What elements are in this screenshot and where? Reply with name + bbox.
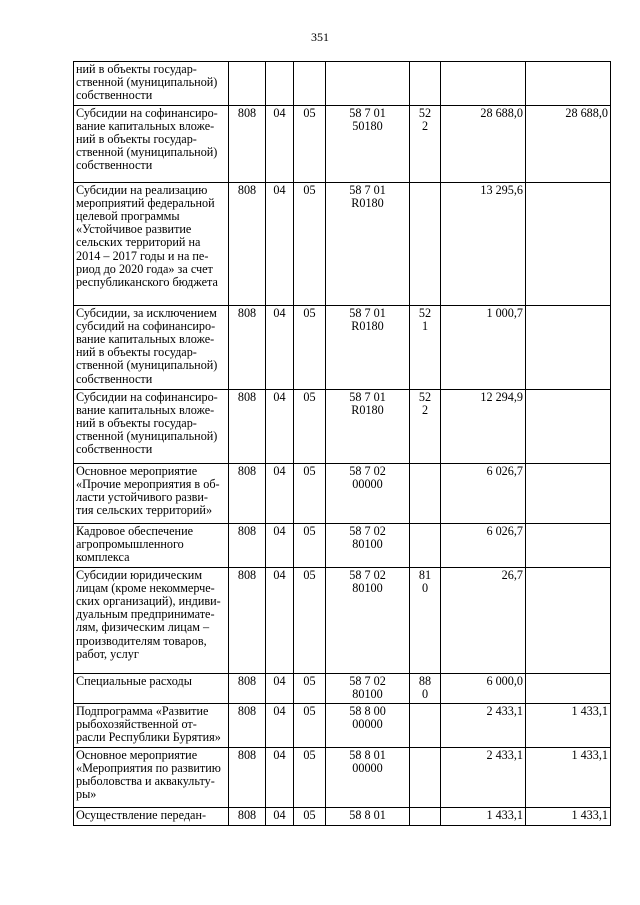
cell-subsection-code: 05 (294, 523, 326, 567)
cell-amount-1: 13 295,6 (441, 182, 526, 305)
cell-section-code: 04 (266, 673, 294, 703)
table-row (74, 523, 611, 567)
cell-target-article (326, 62, 410, 106)
cell-ministry-code: 808 (229, 305, 266, 389)
cell-amount-2: 28 688,0 (526, 105, 611, 182)
cell-amount-2 (526, 673, 611, 703)
cell-target-article: 58 7 01 R0180 (326, 305, 410, 389)
cell-subsection-code: 05 (294, 182, 326, 305)
cell-amount-2: 1 433,1 (526, 807, 611, 825)
cell-name: Субсидии, за исключением субсидий на софинансиро- вание капитальных вложе- ний в объекты государ- ственной (муниципальной) собственности (74, 305, 229, 389)
cell-expense-type: 88 0 (410, 673, 441, 703)
cell-target-article: 58 7 01 R0180 (326, 389, 410, 463)
cell-ministry-code: 808 (229, 747, 266, 807)
cell-amount-2 (526, 389, 611, 463)
cell-amount-1 (441, 62, 526, 106)
cell-expense-type: 52 1 (410, 305, 441, 389)
cell-section-code: 04 (266, 463, 294, 523)
table-row (74, 62, 611, 106)
cell-amount-1: 26,7 (441, 567, 526, 673)
cell-section-code: 04 (266, 807, 294, 825)
cell-section-code: 04 (266, 567, 294, 673)
cell-section-code: 04 (266, 523, 294, 567)
cell-amount-2 (526, 567, 611, 673)
cell-expense-type: 52 2 (410, 105, 441, 182)
cell-amount-2 (526, 463, 611, 523)
cell-subsection-code: 05 (294, 389, 326, 463)
cell-amount-1: 1 433,1 (441, 807, 526, 825)
cell-name: Основное мероприятие «Прочие мероприятия в об- ласти устойчивого разви- тия сельских территорий» (74, 463, 229, 523)
cell-section-code: 04 (266, 305, 294, 389)
cell-expense-type (410, 807, 441, 825)
cell-subsection-code: 05 (294, 807, 326, 825)
cell-amount-2 (526, 523, 611, 567)
cell-amount-2: 1 433,1 (526, 747, 611, 807)
cell-target-article: 58 8 01 (326, 807, 410, 825)
table-row (74, 305, 611, 389)
cell-subsection-code: 05 (294, 673, 326, 703)
page-number: 351 (311, 30, 329, 44)
cell-name: Субсидии на реализацию мероприятий федеральной целевой программы «Устойчивое развитие сельских территорий на 2014 – 2017 годы и на пе- риод до 2020 года» за счет республиканского бюджета (74, 182, 229, 305)
cell-amount-2 (526, 305, 611, 389)
cell-subsection-code: 05 (294, 567, 326, 673)
table-row (74, 567, 611, 673)
cell-ministry-code: 808 (229, 523, 266, 567)
cell-subsection-code: 05 (294, 105, 326, 182)
cell-name: Основное мероприятие «Мероприятия по развитию рыболовства и аквакульту- ры» (74, 747, 229, 807)
cell-target-article: 58 7 01 R0180 (326, 182, 410, 305)
table-row (74, 463, 611, 523)
cell-amount-2 (526, 182, 611, 305)
cell-name: Осуществление передан- (74, 807, 229, 825)
cell-amount-1: 12 294,9 (441, 389, 526, 463)
cell-ministry-code: 808 (229, 463, 266, 523)
cell-name: ний в объекты государ- ственной (муниципальной) собственности (74, 62, 229, 106)
table-row (74, 747, 611, 807)
cell-section-code (266, 62, 294, 106)
cell-amount-1: 6 026,7 (441, 463, 526, 523)
cell-section-code: 04 (266, 182, 294, 305)
cell-amount-1: 28 688,0 (441, 105, 526, 182)
cell-subsection-code: 05 (294, 463, 326, 523)
cell-expense-type: 52 2 (410, 389, 441, 463)
table-row (74, 704, 611, 748)
cell-ministry-code: 808 (229, 704, 266, 748)
cell-amount-2: 1 433,1 (526, 704, 611, 748)
table-row (74, 105, 611, 182)
cell-expense-type (410, 704, 441, 748)
cell-section-code: 04 (266, 105, 294, 182)
cell-target-article: 58 7 02 80100 (326, 523, 410, 567)
table-body (74, 62, 611, 826)
cell-name: Специальные расходы (74, 673, 229, 703)
cell-expense-type (410, 463, 441, 523)
cell-amount-1: 6 000,0 (441, 673, 526, 703)
cell-target-article: 58 7 02 00000 (326, 463, 410, 523)
cell-ministry-code: 808 (229, 807, 266, 825)
cell-target-article: 58 7 02 80100 (326, 673, 410, 703)
cell-name: Субсидии юридическим лицам (кроме некоммерче- ских организаций), индиви- дуальным предпринимате- лям, физическим лицам – производителям товаров, работ, услуг (74, 567, 229, 673)
cell-target-article: 58 7 01 50180 (326, 105, 410, 182)
cell-amount-1: 2 433,1 (441, 747, 526, 807)
cell-ministry-code: 808 (229, 389, 266, 463)
cell-name: Кадровое обеспечение агропромышленного комплекса (74, 523, 229, 567)
cell-name: Подпрограмма «Развитие рыбохозяйственной от- расли Республики Бурятия» (74, 704, 229, 748)
cell-subsection-code (294, 62, 326, 106)
cell-subsection-code: 05 (294, 747, 326, 807)
cell-expense-type (410, 523, 441, 567)
cell-expense-type (410, 62, 441, 106)
budget-table (73, 61, 611, 826)
table-row (74, 807, 611, 825)
cell-ministry-code (229, 62, 266, 106)
cell-target-article: 58 8 00 00000 (326, 704, 410, 748)
cell-name: Субсидии на софинансиро- вание капитальных вложе- ний в объекты государ- ственной (муниципальной) собственности (74, 389, 229, 463)
table-row (74, 673, 611, 703)
cell-ministry-code: 808 (229, 673, 266, 703)
cell-amount-2 (526, 62, 611, 106)
cell-amount-1: 2 433,1 (441, 704, 526, 748)
cell-target-article: 58 8 01 00000 (326, 747, 410, 807)
cell-expense-type (410, 747, 441, 807)
cell-ministry-code: 808 (229, 182, 266, 305)
cell-amount-1: 1 000,7 (441, 305, 526, 389)
cell-name: Субсидии на софинансиро- вание капитальных вложе- ний в объекты государ- ственной (муниципальной) собственности (74, 105, 229, 182)
cell-amount-1: 6 026,7 (441, 523, 526, 567)
cell-target-article: 58 7 02 80100 (326, 567, 410, 673)
cell-section-code: 04 (266, 704, 294, 748)
cell-expense-type: 81 0 (410, 567, 441, 673)
cell-ministry-code: 808 (229, 567, 266, 673)
cell-ministry-code: 808 (229, 105, 266, 182)
table-row (74, 182, 611, 305)
cell-subsection-code: 05 (294, 704, 326, 748)
table-row (74, 389, 611, 463)
cell-section-code: 04 (266, 389, 294, 463)
cell-section-code: 04 (266, 747, 294, 807)
cell-subsection-code: 05 (294, 305, 326, 389)
cell-expense-type (410, 182, 441, 305)
